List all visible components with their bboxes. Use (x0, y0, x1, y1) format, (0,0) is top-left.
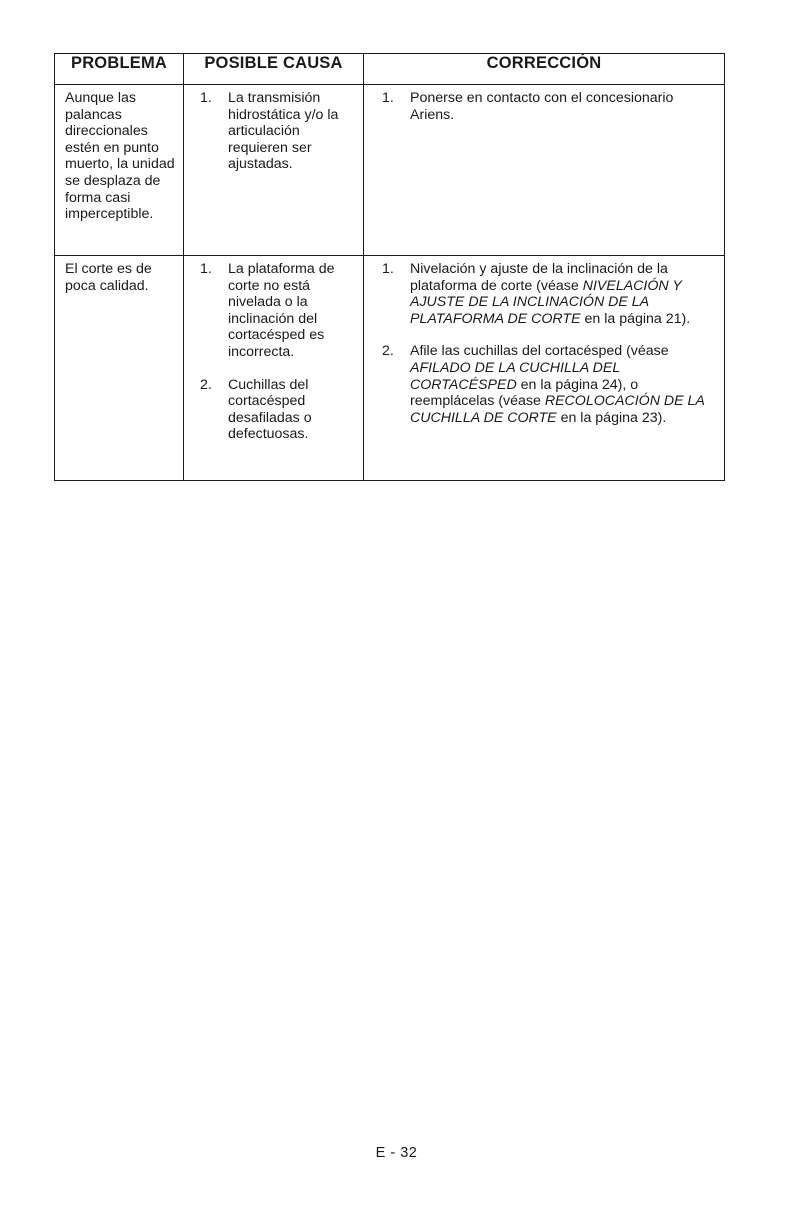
correction-cell (364, 85, 725, 256)
correction-cell (364, 256, 725, 481)
table-row (55, 85, 725, 256)
cause-item (200, 377, 355, 443)
correction-text-part: en la página 21). (580, 310, 691, 327)
correction-number: 1. (382, 261, 394, 277)
section-reference: AFILADO DE LA CUCHILLA DEL CORTACÉSPED (410, 359, 620, 393)
correction-number: 1. (382, 90, 394, 106)
page-number: E - 32 (375, 1145, 418, 1161)
cause-item (200, 261, 355, 361)
header-problem: PROBLEMA (55, 54, 184, 85)
cause-text: Cuchillas del cortacésped desafiladas o defectuosas. (228, 376, 312, 443)
cause-number: 1. (200, 261, 212, 277)
table-body (55, 85, 725, 481)
cause-text: La plataforma de corte no está nivelada o la inclinación del cortacésped es incorrecta. (228, 261, 335, 360)
correction-text (410, 261, 716, 327)
cause-text: La transmisión hidrostática y/o la articulación requieren ser ajustadas. (228, 90, 339, 173)
correction-item (382, 90, 716, 123)
cause-cell (184, 85, 364, 256)
troubleshooting-table (54, 53, 725, 481)
table-header (55, 54, 725, 85)
cause-cell (184, 256, 364, 481)
header-row (55, 54, 725, 85)
header-correction: CORRECCIÓN (364, 54, 725, 85)
table-row (55, 256, 725, 481)
correction-text: Ponerse en contacto con el concesionario Ariens. (410, 90, 674, 123)
correction-text-part: Afile las cuchillas del cortacésped (véase (410, 343, 669, 360)
correction-item (382, 343, 716, 426)
cause-number: 1. (200, 90, 212, 106)
problem-text: Aunque las palancas direccionales estén en punto muerto, la unidad se desplaza de forma casi imperceptible. (65, 90, 175, 223)
correction-text-part: en la página 23). (556, 409, 667, 426)
correction-text-part: en la página 24), o reemplácelas (véase (410, 376, 639, 410)
problem-text: El corte es de poca calidad. (65, 261, 152, 294)
correction-number: 2. (382, 343, 394, 360)
header-cause: POSIBLE CAUSA (184, 54, 364, 85)
section-reference: RECOLOCACIÓN DE LA CUCHILLA DE CORTE (410, 393, 705, 426)
cause-item (200, 90, 355, 173)
problem-cell (55, 85, 184, 256)
cause-number: 2. (200, 376, 212, 393)
section-reference: NIVELACIÓN Y AJUSTE DE LA INCLINACIÓN DE LA PLATAFORMA DE CORTE (410, 277, 682, 327)
correction-item (382, 261, 716, 327)
problem-cell (55, 256, 184, 481)
correction-text (410, 343, 716, 426)
correction-text-part: Nivelación y ajuste de la inclinación de la plataforma de corte (véase (410, 261, 668, 294)
